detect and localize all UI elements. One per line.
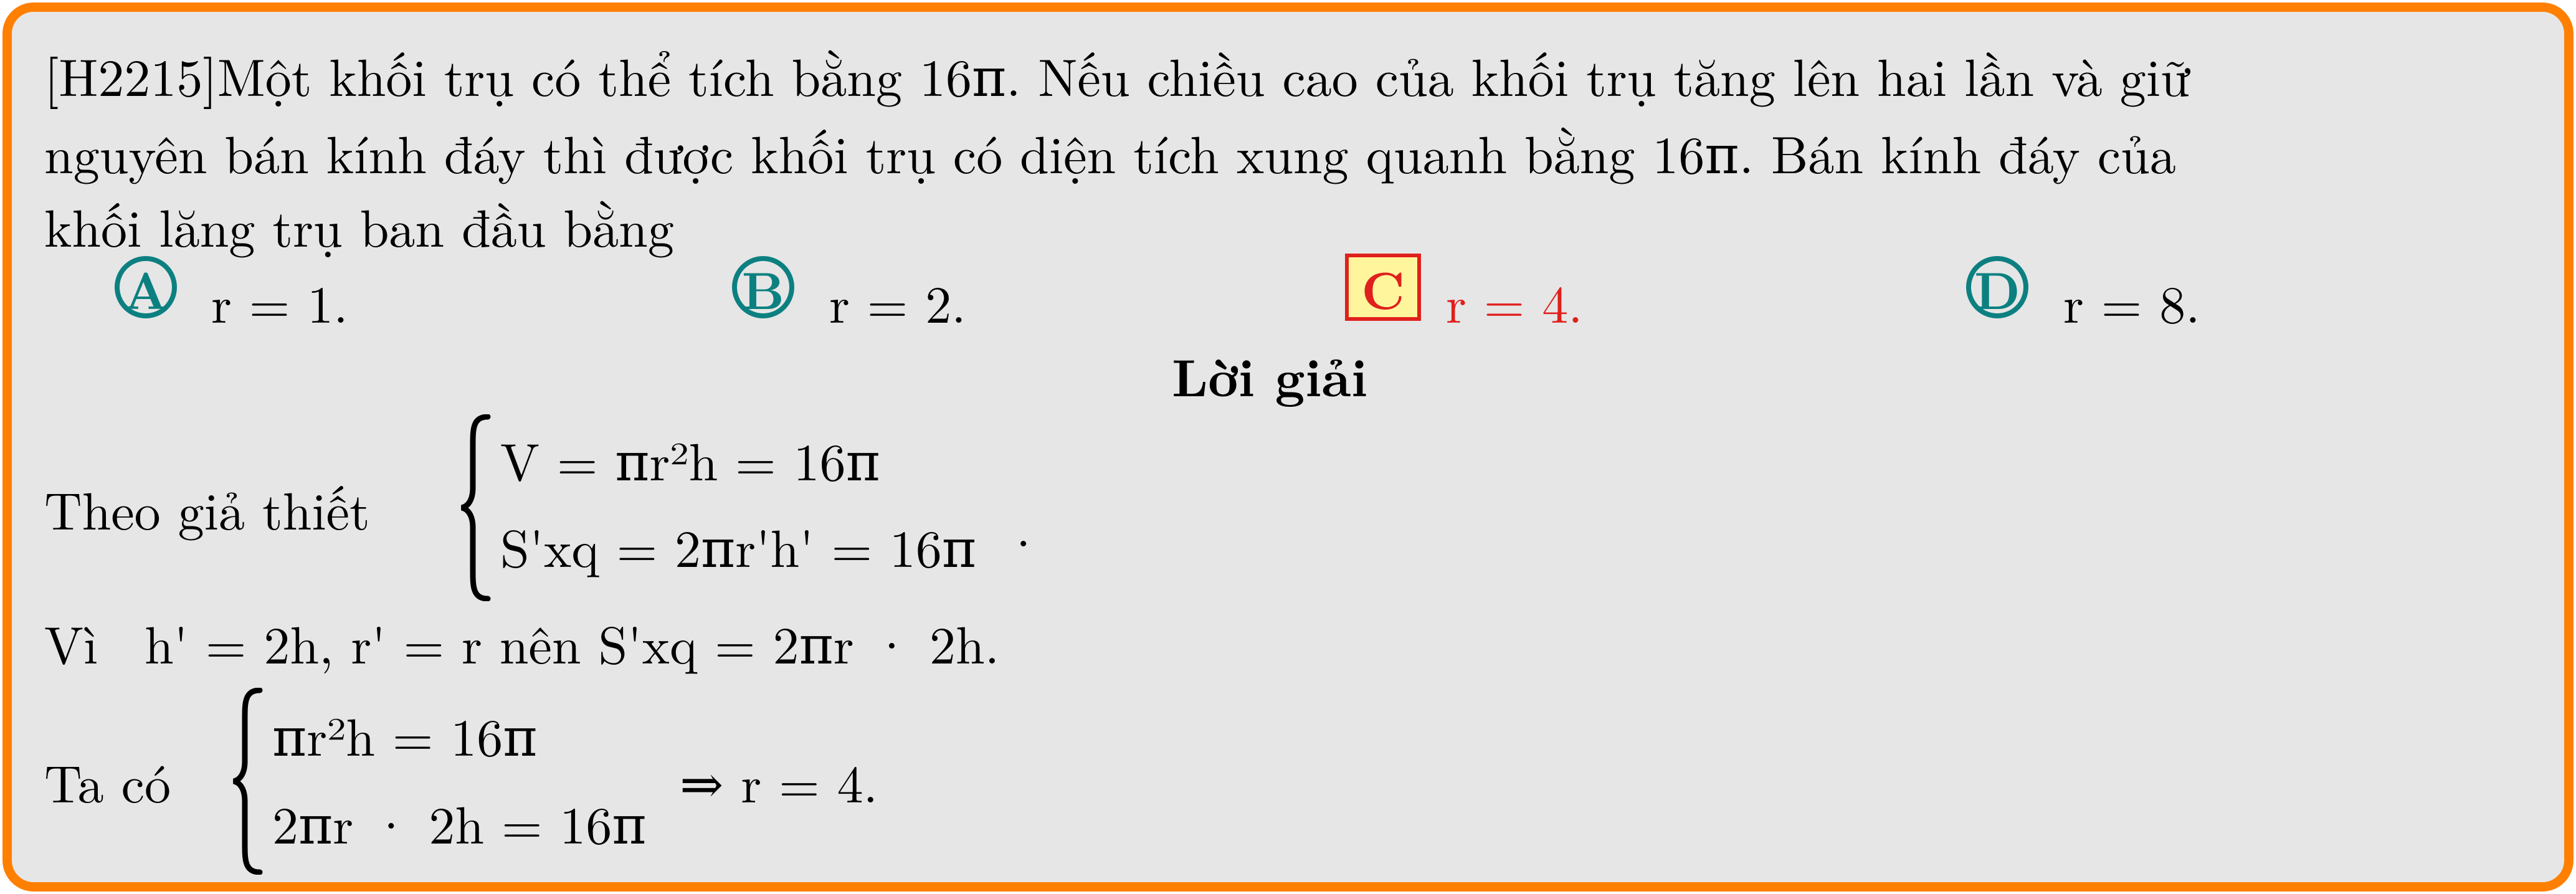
- option-a-value: r = 1.: [211, 264, 348, 338]
- option-c-badge[interactable]: C: [1345, 254, 1421, 321]
- problem-line-2: nguyên bán kính đáy thì được khối trụ có diện tích xung quanh bằng 16π. Bán kính đáy của: [44, 115, 2176, 189]
- left-brace-1: [459, 414, 492, 601]
- option-b-value: r = 2.: [829, 264, 966, 338]
- step2-prefix: Vì: [44, 605, 98, 679]
- step2-text: h' = 2h, r' = r nên S'xq = 2πr · 2h.: [145, 605, 1000, 679]
- option-a-badge[interactable]: A: [115, 256, 177, 318]
- option-c-value: r = 4.: [1446, 264, 1583, 338]
- step3-result: ⇒ r = 4.: [680, 744, 878, 818]
- left-brace-2: [231, 688, 264, 875]
- step3-eq2: 2πr · 2h = 16π: [272, 785, 647, 859]
- option-d-badge[interactable]: D: [1966, 256, 2028, 318]
- option-b-badge[interactable]: B: [732, 256, 794, 318]
- problem-line-3: khối lăng trụ ban đầu bằng: [44, 188, 674, 262]
- solution-heading: Lời giải: [1172, 337, 1368, 412]
- step1-period: .: [1016, 488, 1031, 562]
- step1-eq1: V = πr²h = 16π: [500, 422, 880, 496]
- problem-line-1: [H2215]Một khối trụ có thể tích bằng 16π. Nếu chiều cao của khối trụ tăng lên hai lần và giữ: [44, 37, 2190, 112]
- step1-prefix: Theo giả thiết: [44, 471, 370, 545]
- problem-card: [2, 2, 2574, 892]
- step1-eq2: S'xq = 2πr'h' = 16π: [500, 508, 977, 583]
- step3-prefix: Ta có: [44, 744, 171, 818]
- step3-eq1: πr²h = 16π: [272, 697, 538, 771]
- option-d-value: r = 8.: [2063, 264, 2200, 338]
